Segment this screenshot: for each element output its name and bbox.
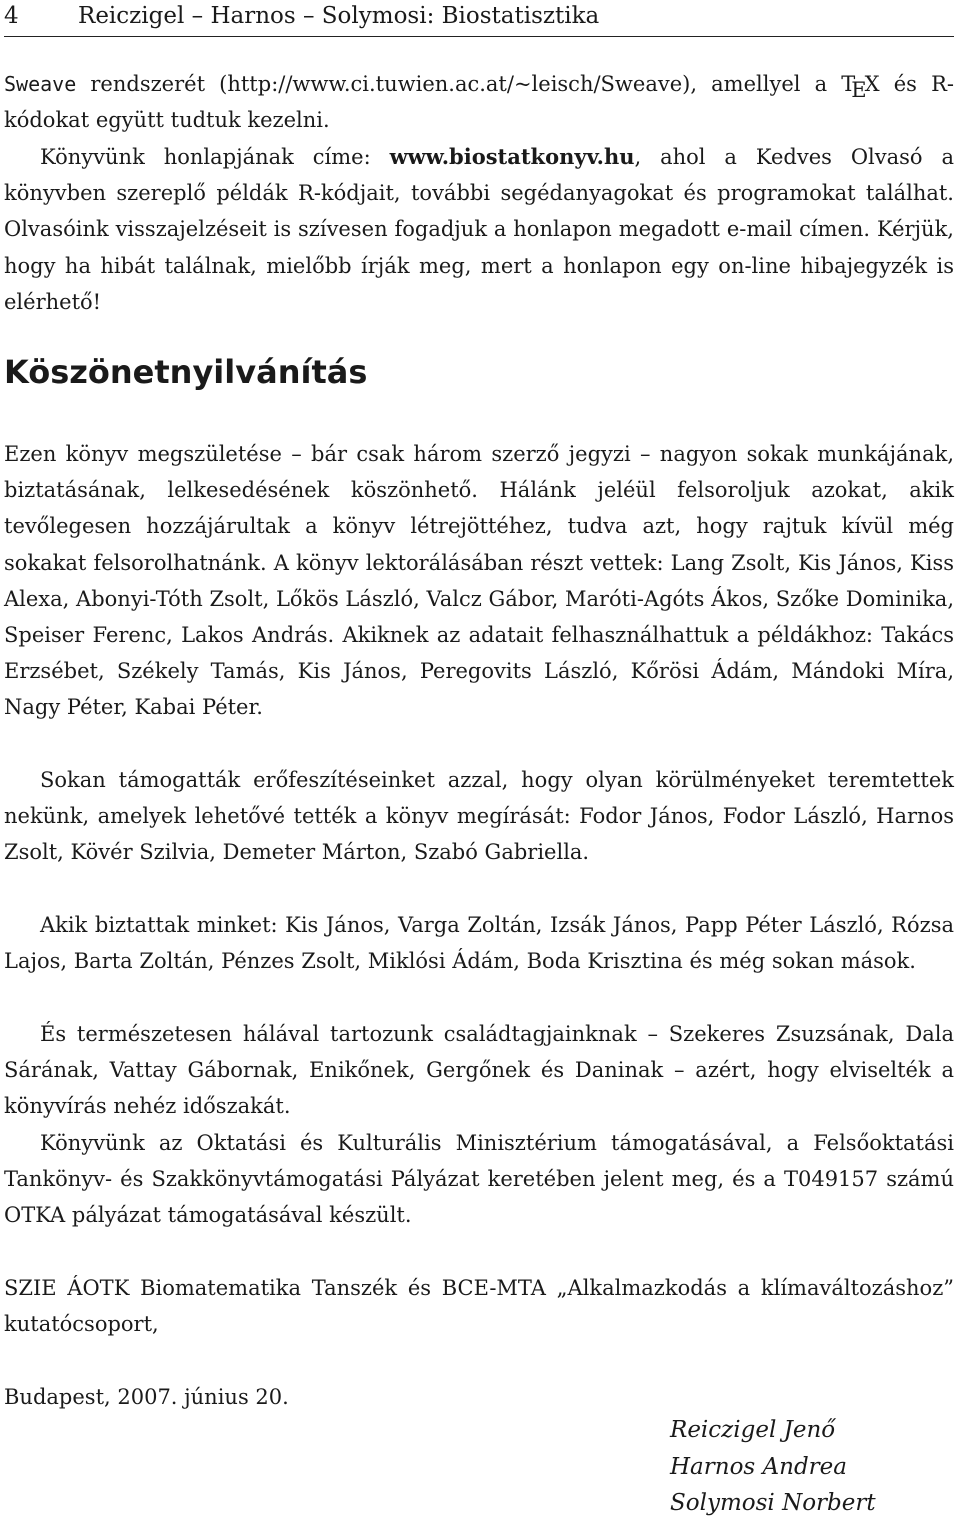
tex-logo-e: E: [851, 78, 867, 102]
acknowledgement-paragraph-5: Könyvünk az Oktatási és Kulturális Minisztérium támogatásával, a Felsőoktatási Tankönyv- és Szakkönyvtámogatási Pályázat keretében jelent meg, és a T049157 számú OTKA pályázat támogatásával készült.: [4, 1131, 954, 1228]
intro-website-paragraph: [4, 139, 954, 320]
intro-sweave-paragraph: [4, 66, 954, 138]
tex-logo-x: X: [864, 72, 880, 96]
header-title: Reiczigel – Harnos – Solymosi: Biostatisztika: [78, 3, 600, 29]
running-header: [4, 0, 954, 37]
acknowledgement-paragraph-4: És természetesen hálával tartozunk családtagjainknak – Szekeres Zsuzsának, Dala Sárának, Vattay Gábornak, Enikőnek, Gergőnek és Daninak – azért, hogy elviselték a könyvírás nehéz időszakát.: [4, 1022, 954, 1119]
tex-sentence-end: és R-kódokat együtt tudtuk kezelni.: [4, 72, 954, 133]
website-description: , ahol a Kedves Olvasó a könyvben szereplő példák R-kódjait, további segédanyagokat és programokat találhat. Olvasóink visszajelzéseit is szívesen fogadjuk a honlapon megadott e-mail címen. Kérjük, hogy ha hibát találnak, mielőbb írják meg, mert a honlapon egy on-line hibajegyzék is elérhető!: [4, 145, 955, 314]
author-signatures: [670, 1412, 876, 1522]
author-name: Harnos Andrea: [670, 1453, 848, 1480]
sweave-word: Sweave: [4, 72, 77, 96]
acknowledgement-paragraph-1: Ezen könyv megszületése – bár csak három szerző jegyzi – nagyon sokak munkájának, biztatásának, lelkesedésének köszönhető. Hálánk jeléül felsoroljuk azokat, akik tevőlegesen hozzájárultak a könyv létrejöttéhez, tudva azt, hogy rajtuk kívül még sokakat felsorolhatnánk. A könyv lektorálásában részt vettek: Lang Zsolt, Kis János, Kiss Alexa, Abonyi-Tóth Zsolt, Lőkös László, Valcz Gábor, Maróti-Agóts Ákos, Szőke Dominika, Speiser Ferenc, Lakos András. Akiknek az adatait felhasználhattuk a példákhoz: Takács Erzsébet, Székely Tamás, Kis János, Peregovits László, Kőrösi Ádám, Mándoki Míra, Nagy Péter, Kabai Péter.: [4, 442, 954, 720]
sweave-text: rendszerét (http://www.ci.tuwien.ac.at/~leisch/Sweave), amellyel a: [76, 72, 842, 96]
tex-logo: [841, 72, 880, 102]
tex-logo-t: T: [841, 72, 856, 96]
section-heading: Köszönetnyilvánítás: [4, 353, 368, 391]
author-name: Solymosi Norbert: [670, 1490, 876, 1516]
website-link[interactable]: www.biostatkonyv.hu: [389, 144, 635, 169]
acknowledgement-paragraph-2: Sokan támogatták erőfeszítéseinket azzal, hogy olyan körülményeket teremtettek nekünk, amelyek lehetővé tették a könyv megírását: Fodor János, Fodor László, Harnos Zsolt, Kövér Szilvia, Demeter Márton, Szabó Gabriella.: [4, 768, 954, 865]
website-intro-text: Könyvünk honlapjának címe:: [40, 145, 390, 169]
affiliation-text: SZIE ÁOTK Biomatematika Tanszék és BCE-MTA „Alkalmazkodás a klímaváltozáshoz” kutatócsoport,: [4, 1276, 954, 1337]
page-number: 4: [4, 3, 19, 29]
date-line: Budapest, 2007. június 20.: [4, 1385, 289, 1409]
author-name: Reiczigel Jenő: [670, 1417, 836, 1443]
acknowledgement-paragraph-3: Akik biztattak minket: Kis János, Varga Zoltán, Izsák János, Papp Péter László, Rózsa Lajos, Barta Zoltán, Pénzes Zsolt, Miklósi Ádám, Boda Krisztina és még sokan mások.: [4, 913, 954, 974]
